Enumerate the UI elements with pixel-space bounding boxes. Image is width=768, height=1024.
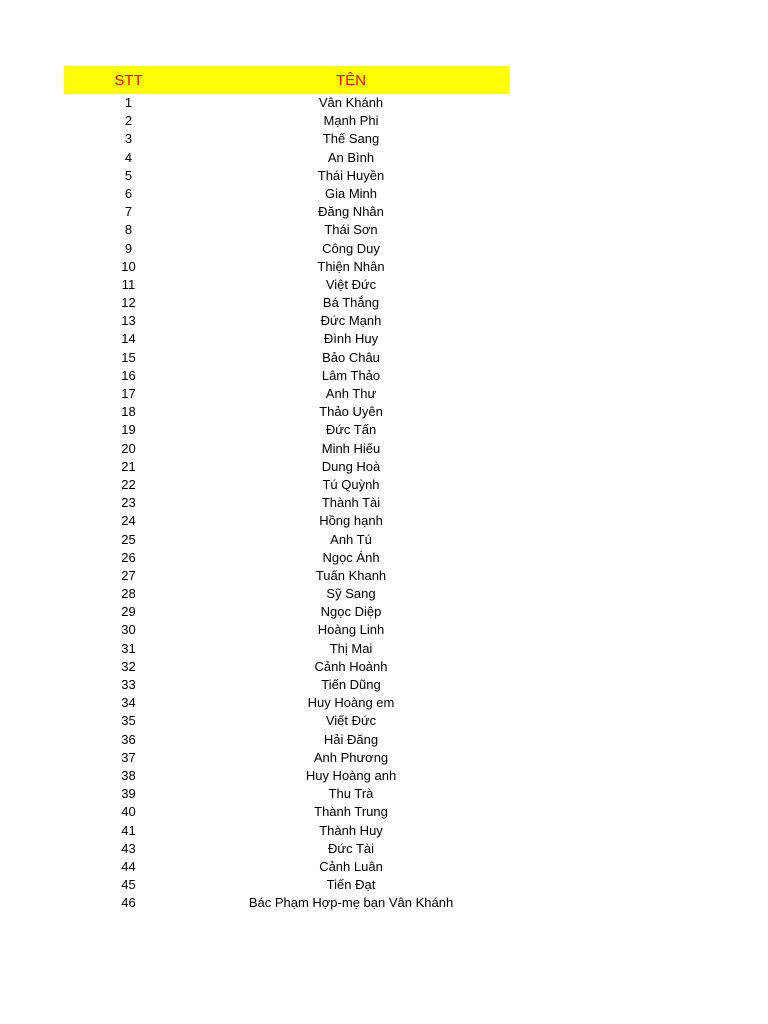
row-ten: Thái Huyền	[317, 167, 385, 183]
row-stt: 4	[124, 149, 133, 165]
row-ten: Thành Trung	[314, 804, 388, 820]
row-ten: Gia Minh	[324, 185, 378, 201]
row-ten: Dung Hoà	[321, 458, 381, 474]
row-ten: Thái Sơn	[324, 222, 378, 238]
table-row	[64, 385, 509, 403]
table-row	[64, 549, 509, 567]
table-row	[64, 749, 509, 767]
row-ten: Thị Mai	[329, 640, 373, 656]
row-ten: Viết Đức	[325, 713, 377, 729]
table-row	[64, 221, 509, 239]
row-stt: 27	[121, 567, 136, 583]
row-stt: 36	[121, 731, 136, 747]
table-row	[64, 676, 509, 694]
row-stt: 46	[121, 895, 136, 911]
row-ten: Đình Huy	[323, 331, 379, 347]
row-stt: 20	[121, 440, 136, 456]
table-row	[64, 258, 509, 276]
row-stt: 39	[121, 786, 136, 802]
row-stt: 41	[121, 822, 136, 838]
row-ten: Thế Sang	[322, 131, 380, 147]
table-row	[64, 603, 509, 621]
table-row	[64, 767, 509, 785]
table-row	[64, 403, 509, 421]
table-row	[64, 712, 509, 730]
name-list-table	[64, 66, 509, 912]
table-row	[64, 294, 509, 312]
row-ten: Đức Tài	[327, 840, 375, 856]
table-row	[64, 203, 509, 221]
table-row	[64, 276, 509, 294]
table-row	[64, 494, 509, 512]
table-row	[64, 876, 509, 894]
table-row	[64, 858, 509, 876]
table-row	[64, 822, 509, 840]
row-stt: 13	[121, 313, 136, 329]
table-row	[64, 585, 509, 603]
row-ten: Ngọc Ánh	[322, 549, 380, 565]
row-ten: Bác Phạm Hợp-mẹ bạn Vân Khánh	[248, 895, 454, 911]
row-ten: Mạnh Phi	[323, 113, 379, 129]
header-ten: TÊN	[336, 71, 366, 89]
row-stt: 31	[121, 640, 136, 656]
row-ten: Hải Đăng	[323, 731, 379, 747]
table-row	[64, 476, 509, 494]
table-header	[64, 66, 509, 94]
table-row	[64, 567, 509, 585]
table-row	[64, 531, 509, 549]
row-stt: 30	[121, 622, 136, 638]
row-stt: 22	[121, 476, 136, 492]
row-stt: 19	[121, 422, 136, 438]
table-row	[64, 658, 509, 676]
row-ten: Minh Hiếu	[321, 440, 381, 456]
row-ten: Sỹ Sang	[326, 586, 376, 602]
row-ten: Hồng hạnh	[319, 513, 383, 529]
table-row	[64, 731, 509, 749]
row-ten: Thảo Uyên	[319, 404, 383, 420]
row-stt: 44	[121, 858, 136, 874]
row-stt: 10	[121, 258, 136, 274]
table-row	[64, 785, 509, 803]
table-row	[64, 621, 509, 639]
row-stt: 21	[121, 458, 136, 474]
row-ten: Đức Tấn	[325, 422, 377, 438]
table-row	[64, 458, 509, 476]
row-ten: Đăng Nhân	[318, 204, 384, 220]
table-row	[64, 167, 509, 185]
row-stt: 11	[121, 276, 136, 292]
row-stt: 9	[124, 240, 133, 256]
row-stt: 12	[121, 295, 136, 311]
row-ten: Ngọc Diệp	[320, 604, 382, 620]
row-ten: Thiện Nhân	[317, 258, 385, 274]
row-ten: Thành Tài	[321, 495, 381, 511]
header-stt: STT	[114, 71, 143, 89]
row-stt: 7	[124, 204, 133, 220]
row-stt: 33	[121, 677, 136, 692]
table-row	[64, 640, 509, 658]
row-ten: Tiến Đạt	[326, 877, 376, 893]
row-ten: Anh Thư	[325, 386, 377, 401]
row-ten: Đức Mạnh	[320, 313, 382, 329]
table-row	[64, 349, 509, 367]
row-stt: 8	[124, 222, 133, 238]
table-row	[64, 367, 509, 385]
row-stt: 14	[121, 331, 136, 347]
row-stt: 24	[121, 513, 136, 529]
table-row	[64, 112, 509, 130]
row-ten: Anh Phương	[313, 749, 389, 765]
row-ten: Hoàng Linh	[317, 622, 385, 638]
row-stt: 15	[121, 349, 136, 365]
table-row	[64, 694, 509, 712]
table-row	[64, 440, 509, 458]
row-ten: Tuấn Khanh	[315, 567, 387, 583]
row-stt: 25	[121, 531, 136, 547]
row-stt: 23	[121, 495, 136, 511]
row-ten: Tú Quỳnh	[322, 476, 380, 492]
row-stt: 3	[124, 131, 133, 147]
row-stt: 35	[121, 713, 136, 729]
row-stt: 5	[124, 167, 133, 183]
row-stt: 18	[121, 404, 136, 420]
table-body	[64, 94, 509, 912]
row-ten: Cảnh Luân	[319, 858, 383, 874]
row-ten: Thu Trà	[328, 786, 374, 802]
row-stt: 1	[124, 95, 133, 110]
table-row	[64, 894, 509, 912]
row-stt: 32	[121, 658, 136, 674]
table-row	[64, 149, 509, 167]
table-row	[64, 840, 509, 858]
table-row	[64, 94, 509, 112]
row-stt: 40	[121, 804, 136, 820]
row-stt: 17	[121, 386, 136, 401]
row-stt: 6	[124, 185, 133, 201]
row-ten: Bảo Châu	[322, 349, 380, 365]
row-stt: 2	[124, 113, 133, 129]
table-row	[64, 312, 509, 330]
row-stt: 45	[121, 877, 136, 893]
table-row	[64, 512, 509, 530]
table-row	[64, 185, 509, 203]
table-row	[64, 130, 509, 148]
row-ten: Anh Tú	[330, 531, 372, 547]
row-stt: 28	[121, 586, 136, 602]
table-row	[64, 330, 509, 348]
row-stt: 26	[121, 549, 136, 565]
row-ten: Cảnh Hoành	[314, 658, 388, 674]
table-row	[64, 803, 509, 821]
row-ten: Lâm Thảo	[321, 367, 381, 383]
row-ten: Huy Hoàng anh	[305, 767, 397, 783]
row-ten: Thành Huy	[319, 822, 383, 838]
row-stt: 37	[121, 749, 136, 765]
row-stt: 43	[121, 840, 136, 856]
row-ten: Việt Đức	[325, 276, 377, 292]
table-row	[64, 240, 509, 258]
row-stt: 29	[121, 604, 136, 620]
row-ten: Tiến Dũng	[321, 677, 381, 692]
row-stt: 38	[121, 767, 136, 783]
row-ten: Vân Khánh	[318, 95, 384, 110]
row-stt: 16	[121, 367, 136, 383]
row-ten: An Bình	[327, 149, 375, 165]
table-row	[64, 421, 509, 439]
row-ten: Huy Hoàng em	[307, 695, 395, 711]
row-ten: Bá Thắng	[322, 295, 380, 311]
row-stt: 34	[121, 695, 136, 711]
row-ten: Công Duy	[322, 240, 380, 256]
